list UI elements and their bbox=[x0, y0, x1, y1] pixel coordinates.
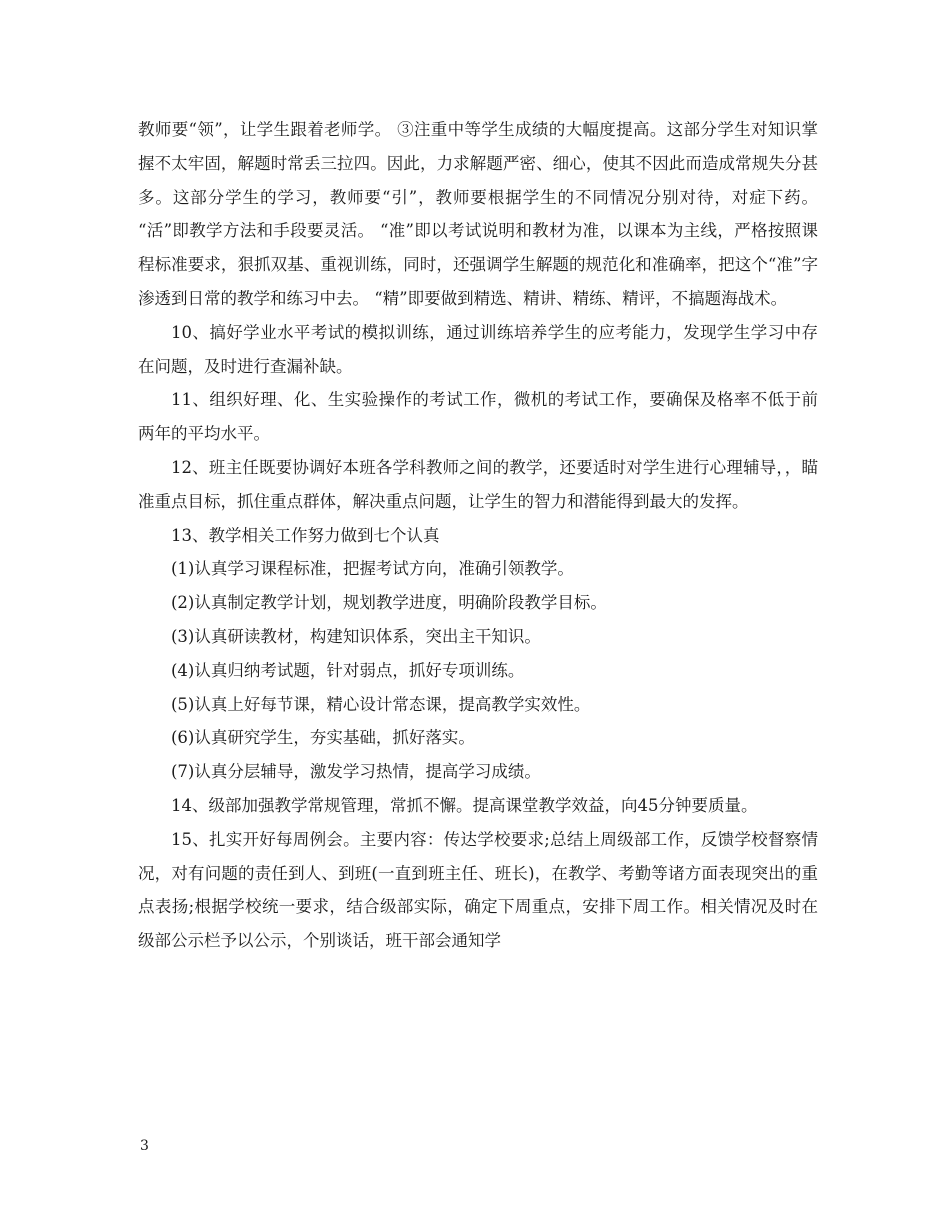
list-item-4: (4)认真归纳考试题，针对弱点，抓好专项训练。 bbox=[171, 660, 525, 680]
page-number: 3 bbox=[140, 1138, 149, 1154]
body-text bbox=[138, 113, 818, 958]
paragraph-continuation: 教师要“领”，让学生跟着老师学。 ③注重中等学生成绩的大幅度提高。这部分学生对知识掌握不太牢固，解题时常丢三拉四。因此，力求解题严密、细心，使其不因此而造成常规失分甚多。这部分学生的学习，教师要“引”，教师要根据学生的不同情况分别对待，对症下药。 “活”即教学方法和手段要灵活。 “准”即以考试说明和教材为准，以课本为主线，严格按照课程标准要求，狠抓双基、重视训练，同时，还强调学生解题的规范化和准确率，把这个“准”字渗透到日常的教学和练习中去。 “精”即要做到精选、精讲、精练、精评，不搞题海战术。 bbox=[138, 120, 818, 308]
list-item-2: (2)认真制定教学计划，规划教学进度，明确阶段教学目标。 bbox=[171, 593, 607, 613]
list-item-7: (7)认真分层辅导，激发学习热情，提高学习成绩。 bbox=[171, 762, 541, 782]
list-item-3: (3)认真研读教材，构建知识体系，突出主干知识。 bbox=[171, 626, 541, 646]
list-item-6: (6)认真研究学生，夯实基础，抓好落实。 bbox=[171, 728, 475, 748]
paragraph-item-14: 14、级部加强教学常规管理，常抓不懈。提高课堂教学效益，向45分钟要质量。 bbox=[171, 795, 758, 815]
paragraph-item-10: 10、搞好学业水平考试的模拟训练，通过训练培养学生的应考能力，发现学生学习中存在问题，及时进行查漏补缺。 bbox=[138, 322, 818, 376]
paragraph-item-12: 12、班主任既要协调好本班各学科教师之间的教学，还要适时对学生进行心理辅导，，瞄准重点目标，抓住重点群体，解决重点问题，让学生的智力和潜能得到最大的发挥。 bbox=[138, 457, 818, 511]
list-item-1: (1)认真学习课程标准，把握考试方向，准确引领教学。 bbox=[171, 559, 574, 579]
paragraph-item-11: 11、组织好理、化、生实验操作的考试工作，微机的考试工作，要确保及格率不低于前两年的平均水平。 bbox=[138, 390, 818, 444]
paragraph-item-15: 15、扎实开好每周例会。主要内容：传达学校要求;总结上周级部工作，反馈学校督察情况，对有问题的责任到人、到班(一直到班主任、班长)，在教学、考勤等诸方面表现突出的重点表扬;根据学校统一要求，结合级部实际，确定下周重点，安排下周工作。相关情况及时在级部公示栏予以公示，个别谈话，班干部会通知学 bbox=[138, 829, 818, 951]
paragraph-item-13: 13、教学相关工作努力做到七个认真 bbox=[171, 525, 440, 545]
list-item-5: (5)认真上好每节课，精心设计常态课，提高教学实效性。 bbox=[171, 694, 591, 714]
